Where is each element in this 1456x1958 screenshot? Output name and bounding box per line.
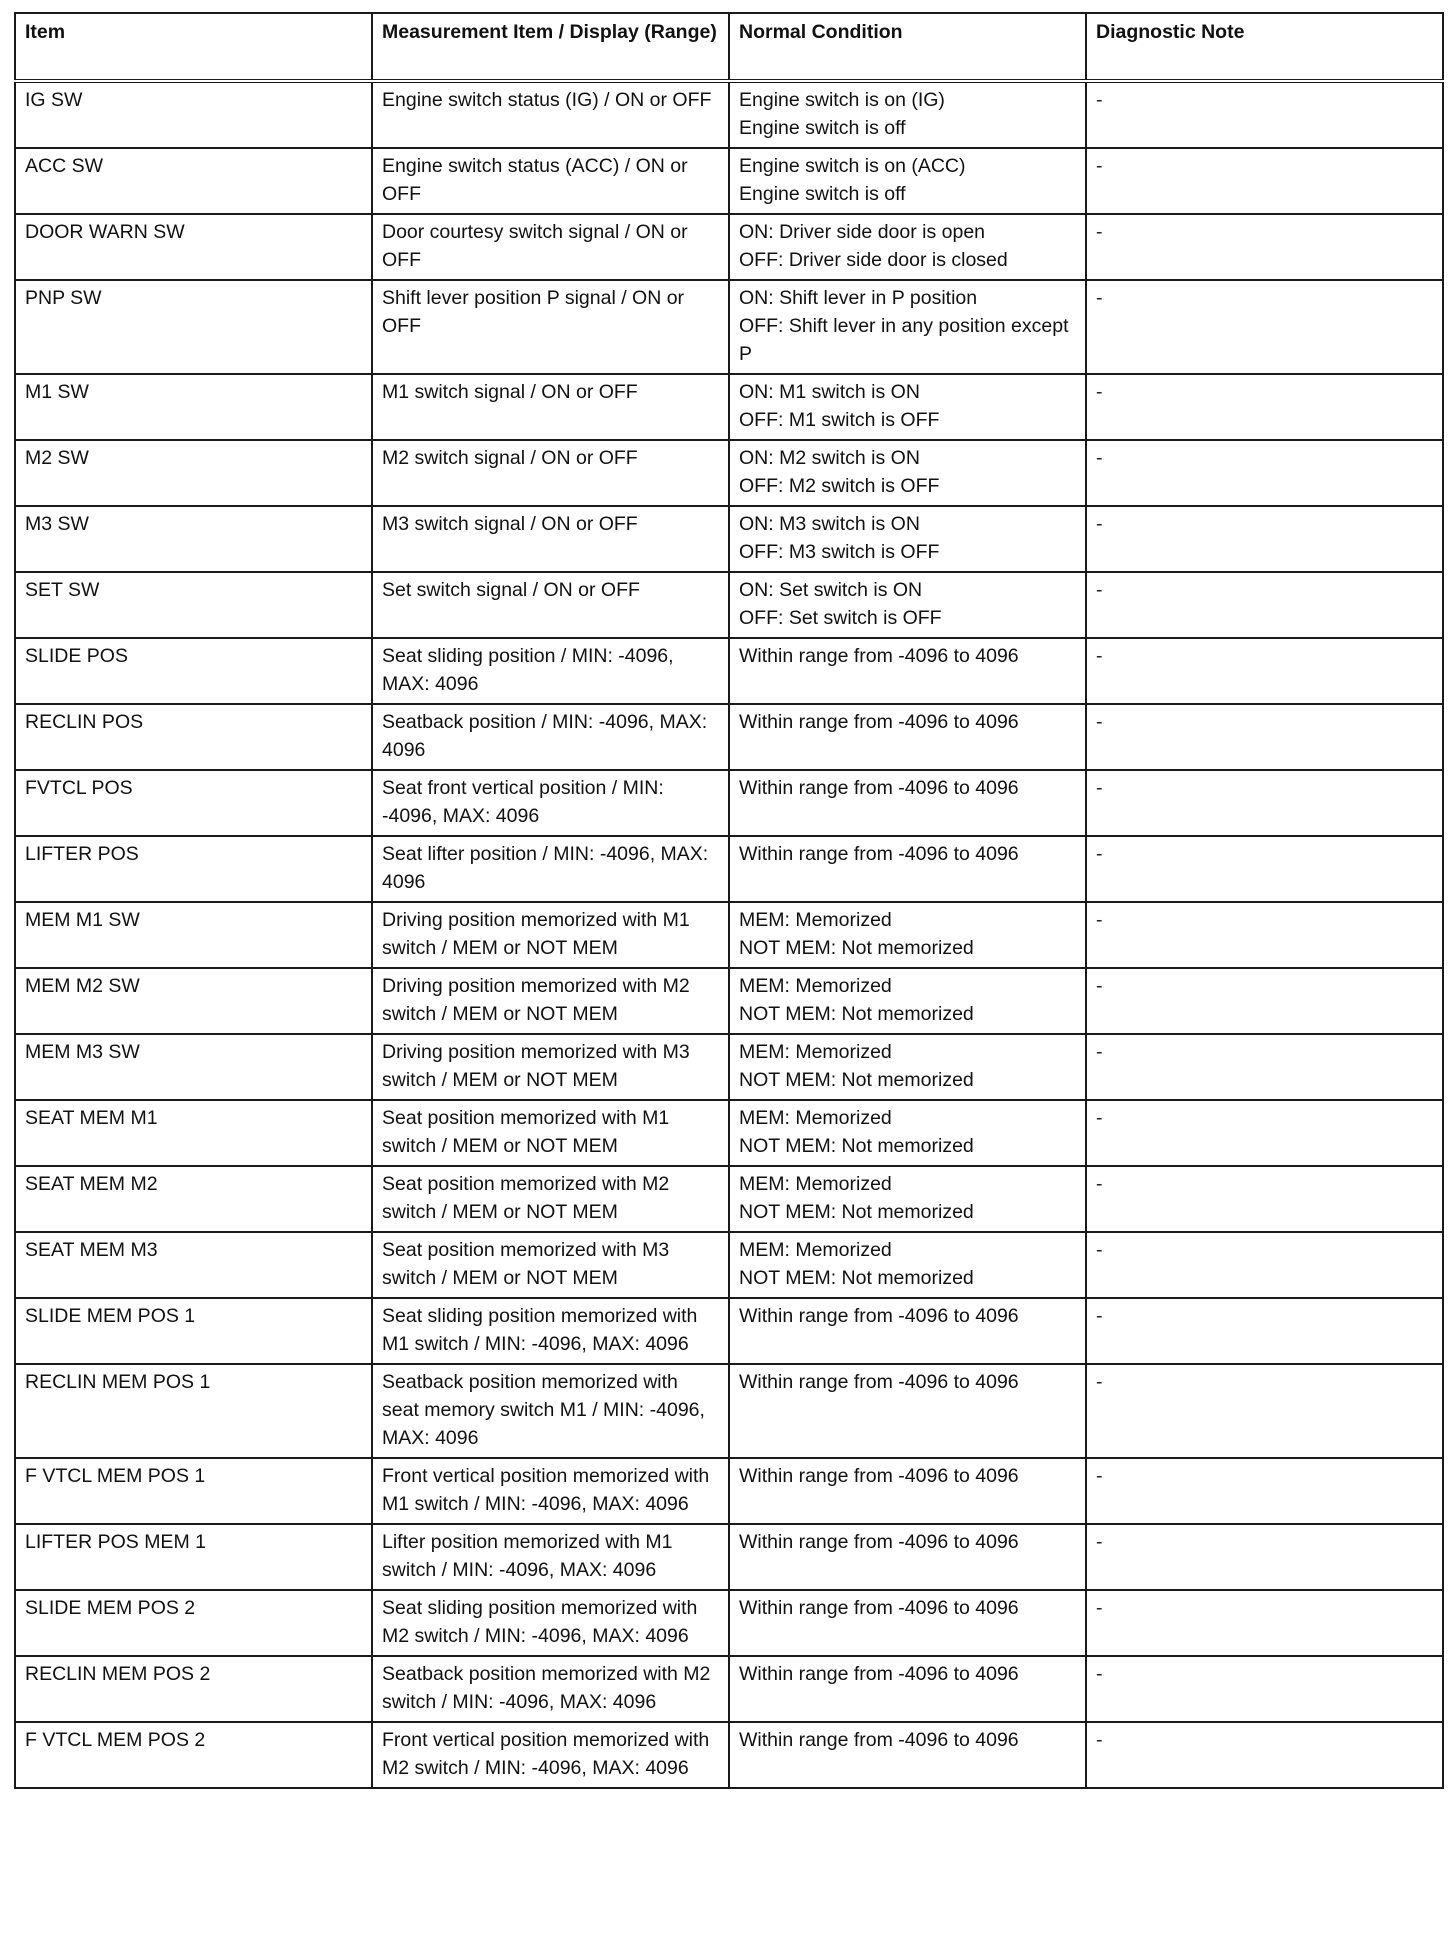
cell-normal-condition [729, 1364, 1086, 1458]
condition-line: Within range from -4096 to 4096 [739, 843, 1019, 865]
cell-measurement: Front vertical position memorized with M1 switch / MIN: -4096, MAX: 4096 [372, 1458, 729, 1524]
condition-line: OFF: M2 switch is OFF [739, 475, 940, 497]
condition-line: Within range from -4096 to 4096 [739, 1305, 1019, 1327]
cell-diagnostic-note: - [1086, 770, 1443, 836]
table-row [15, 770, 1443, 836]
cell-measurement: Driving position memorized with M2 switch / MEM or NOT MEM [372, 968, 729, 1034]
cell-measurement: Seat sliding position / MIN: -4096, MAX: 4096 [372, 638, 729, 704]
cell-item: F VTCL MEM POS 2 [15, 1722, 372, 1788]
condition-line: NOT MEM: Not memorized [739, 937, 974, 959]
cell-normal-condition [729, 1232, 1086, 1298]
table-row [15, 374, 1443, 440]
cell-normal-condition [729, 1524, 1086, 1590]
cell-normal-condition [729, 280, 1086, 374]
condition-line: MEM: Memorized [739, 909, 892, 931]
cell-measurement: Engine switch status (ACC) / ON or OFF [372, 148, 729, 214]
cell-item: RECLIN MEM POS 1 [15, 1364, 372, 1458]
cell-measurement: M1 switch signal / ON or OFF [372, 374, 729, 440]
cell-normal-condition [729, 1034, 1086, 1100]
cell-normal-condition [729, 1590, 1086, 1656]
cell-diagnostic-note: - [1086, 1722, 1443, 1788]
table-row [15, 1722, 1443, 1788]
cell-normal-condition [729, 506, 1086, 572]
cell-measurement: Seat sliding position memorized with M2 switch / MIN: -4096, MAX: 4096 [372, 1590, 729, 1656]
condition-line: Within range from -4096 to 4096 [739, 1371, 1019, 1393]
cell-item: LIFTER POS [15, 836, 372, 902]
cell-normal-condition [729, 1166, 1086, 1232]
table-row [15, 1298, 1443, 1364]
cell-item: MEM M2 SW [15, 968, 372, 1034]
table-row [15, 214, 1443, 280]
cell-measurement: Door courtesy switch signal / ON or OFF [372, 214, 729, 280]
table-row [15, 506, 1443, 572]
cell-diagnostic-note: - [1086, 704, 1443, 770]
data-list-table [14, 12, 1444, 1789]
table-row [15, 1590, 1443, 1656]
data-list-sheet [14, 12, 1442, 1789]
table-row [15, 1166, 1443, 1232]
cell-diagnostic-note: - [1086, 638, 1443, 704]
condition-line: Within range from -4096 to 4096 [739, 711, 1019, 733]
cell-diagnostic-note: - [1086, 968, 1443, 1034]
cell-measurement: Seat front vertical position / MIN: -4096, MAX: 4096 [372, 770, 729, 836]
cell-item: SEAT MEM M1 [15, 1100, 372, 1166]
cell-measurement: Seat lifter position / MIN: -4096, MAX: 4096 [372, 836, 729, 902]
cell-item: RECLIN MEM POS 2 [15, 1656, 372, 1722]
cell-diagnostic-note: - [1086, 1364, 1443, 1458]
condition-line: ON: M1 switch is ON [739, 381, 920, 403]
condition-line: MEM: Memorized [739, 1041, 892, 1063]
condition-line: Within range from -4096 to 4096 [739, 1663, 1019, 1685]
cell-item: M1 SW [15, 374, 372, 440]
cell-item: ACC SW [15, 148, 372, 214]
cell-normal-condition [729, 214, 1086, 280]
condition-line: Within range from -4096 to 4096 [739, 777, 1019, 799]
cell-item: SLIDE MEM POS 2 [15, 1590, 372, 1656]
cell-measurement: Lifter position memorized with M1 switch / MIN: -4096, MAX: 4096 [372, 1524, 729, 1590]
cell-measurement: Seat sliding position memorized with M1 switch / MIN: -4096, MAX: 4096 [372, 1298, 729, 1364]
table-row [15, 704, 1443, 770]
table-row [15, 968, 1443, 1034]
cell-item: RECLIN POS [15, 704, 372, 770]
cell-diagnostic-note: - [1086, 440, 1443, 506]
cell-diagnostic-note: - [1086, 1166, 1443, 1232]
header-normal-condition: Normal Condition [729, 13, 1086, 81]
condition-line: ON: M2 switch is ON [739, 447, 920, 469]
cell-diagnostic-note: - [1086, 214, 1443, 280]
cell-diagnostic-note: - [1086, 81, 1443, 148]
table-body [15, 81, 1443, 1788]
table-row [15, 836, 1443, 902]
condition-line: Engine switch is off [739, 183, 906, 205]
table-row [15, 1458, 1443, 1524]
cell-measurement: Shift lever position P signal / ON or OFF [372, 280, 729, 374]
cell-item: SET SW [15, 572, 372, 638]
cell-item: M3 SW [15, 506, 372, 572]
cell-measurement: Driving position memorized with M3 switch / MEM or NOT MEM [372, 1034, 729, 1100]
table-row [15, 440, 1443, 506]
condition-line: OFF: Driver side door is closed [739, 249, 1008, 271]
cell-diagnostic-note: - [1086, 1656, 1443, 1722]
cell-normal-condition [729, 1656, 1086, 1722]
cell-diagnostic-note: - [1086, 148, 1443, 214]
cell-normal-condition [729, 572, 1086, 638]
condition-line: NOT MEM: Not memorized [739, 1201, 974, 1223]
cell-measurement: Seat position memorized with M3 switch / MEM or NOT MEM [372, 1232, 729, 1298]
table-row [15, 1034, 1443, 1100]
condition-line: MEM: Memorized [739, 975, 892, 997]
cell-measurement: M2 switch signal / ON or OFF [372, 440, 729, 506]
condition-line: OFF: M1 switch is OFF [739, 409, 940, 431]
condition-line: Engine switch is on (ACC) [739, 155, 966, 177]
header-measurement: Measurement Item / Display (Range) [372, 13, 729, 81]
table-row [15, 81, 1443, 148]
cell-diagnostic-note: - [1086, 1524, 1443, 1590]
cell-normal-condition [729, 638, 1086, 704]
table-row [15, 280, 1443, 374]
table-row [15, 1100, 1443, 1166]
condition-line: ON: Driver side door is open [739, 221, 986, 243]
cell-normal-condition [729, 81, 1086, 148]
cell-normal-condition [729, 902, 1086, 968]
condition-line: MEM: Memorized [739, 1173, 892, 1195]
cell-diagnostic-note: - [1086, 1232, 1443, 1298]
cell-measurement: Driving position memorized with M1 switch / MEM or NOT MEM [372, 902, 729, 968]
cell-item: F VTCL MEM POS 1 [15, 1458, 372, 1524]
cell-item: LIFTER POS MEM 1 [15, 1524, 372, 1590]
condition-line: Within range from -4096 to 4096 [739, 1729, 1019, 1751]
cell-normal-condition [729, 1458, 1086, 1524]
condition-line: NOT MEM: Not memorized [739, 1135, 974, 1157]
cell-normal-condition [729, 374, 1086, 440]
cell-item: IG SW [15, 81, 372, 148]
condition-line: Engine switch is off [739, 117, 906, 139]
table-row [15, 1524, 1443, 1590]
cell-item: PNP SW [15, 280, 372, 374]
cell-diagnostic-note: - [1086, 1298, 1443, 1364]
condition-line: Within range from -4096 to 4096 [739, 1531, 1019, 1553]
header-item: Item [15, 13, 372, 81]
table-row [15, 1364, 1443, 1458]
condition-line: NOT MEM: Not memorized [739, 1267, 974, 1289]
table-header-row [15, 13, 1443, 81]
cell-measurement: Seatback position / MIN: -4096, MAX: 4096 [372, 704, 729, 770]
table-row [15, 638, 1443, 704]
condition-line: OFF: M3 switch is OFF [739, 541, 940, 563]
cell-item: SEAT MEM M3 [15, 1232, 372, 1298]
cell-measurement: Seat position memorized with M2 switch / MEM or NOT MEM [372, 1166, 729, 1232]
cell-item: SEAT MEM M2 [15, 1166, 372, 1232]
cell-diagnostic-note: - [1086, 836, 1443, 902]
condition-line: NOT MEM: Not memorized [739, 1003, 974, 1025]
cell-measurement: M3 switch signal / ON or OFF [372, 506, 729, 572]
cell-normal-condition [729, 968, 1086, 1034]
condition-line: OFF: Set switch is OFF [739, 607, 942, 629]
condition-line: Engine switch is on (IG) [739, 89, 945, 111]
cell-normal-condition [729, 1298, 1086, 1364]
cell-normal-condition [729, 148, 1086, 214]
cell-diagnostic-note: - [1086, 374, 1443, 440]
cell-normal-condition [729, 1722, 1086, 1788]
condition-line: MEM: Memorized [739, 1239, 892, 1261]
cell-diagnostic-note: - [1086, 1458, 1443, 1524]
cell-normal-condition [729, 1100, 1086, 1166]
condition-line: NOT MEM: Not memorized [739, 1069, 974, 1091]
table-row [15, 902, 1443, 968]
cell-normal-condition [729, 836, 1086, 902]
cell-diagnostic-note: - [1086, 902, 1443, 968]
cell-measurement: Seatback position memorized with seat memory switch M1 / MIN: -4096, MAX: 4096 [372, 1364, 729, 1458]
cell-diagnostic-note: - [1086, 1034, 1443, 1100]
cell-measurement: Front vertical position memorized with M2 switch / MIN: -4096, MAX: 4096 [372, 1722, 729, 1788]
cell-measurement: Set switch signal / ON or OFF [372, 572, 729, 638]
condition-line: Within range from -4096 to 4096 [739, 645, 1019, 667]
table-row [15, 148, 1443, 214]
condition-line: ON: M3 switch is ON [739, 513, 920, 535]
cell-diagnostic-note: - [1086, 1100, 1443, 1166]
table-row [15, 572, 1443, 638]
condition-line: Within range from -4096 to 4096 [739, 1465, 1019, 1487]
cell-item: M2 SW [15, 440, 372, 506]
cell-diagnostic-note: - [1086, 1590, 1443, 1656]
cell-diagnostic-note: - [1086, 572, 1443, 638]
cell-normal-condition [729, 770, 1086, 836]
condition-line: ON: Shift lever in P position [739, 287, 978, 309]
cell-measurement: Seat position memorized with M1 switch / MEM or NOT MEM [372, 1100, 729, 1166]
cell-item: SLIDE POS [15, 638, 372, 704]
cell-normal-condition [729, 704, 1086, 770]
cell-item: FVTCL POS [15, 770, 372, 836]
header-diagnostic-note: Diagnostic Note [1086, 13, 1443, 81]
cell-item: DOOR WARN SW [15, 214, 372, 280]
cell-item: SLIDE MEM POS 1 [15, 1298, 372, 1364]
condition-line: OFF: Shift lever in any position except P [739, 315, 1069, 365]
cell-measurement: Seatback position memorized with M2 switch / MIN: -4096, MAX: 4096 [372, 1656, 729, 1722]
cell-measurement: Engine switch status (IG) / ON or OFF [372, 81, 729, 148]
cell-diagnostic-note: - [1086, 506, 1443, 572]
condition-line: ON: Set switch is ON [739, 579, 923, 601]
table-row [15, 1656, 1443, 1722]
cell-item: MEM M1 SW [15, 902, 372, 968]
cell-diagnostic-note: - [1086, 280, 1443, 374]
table-row [15, 1232, 1443, 1298]
condition-line: MEM: Memorized [739, 1107, 892, 1129]
cell-normal-condition [729, 440, 1086, 506]
condition-line: Within range from -4096 to 4096 [739, 1597, 1019, 1619]
cell-item: MEM M3 SW [15, 1034, 372, 1100]
